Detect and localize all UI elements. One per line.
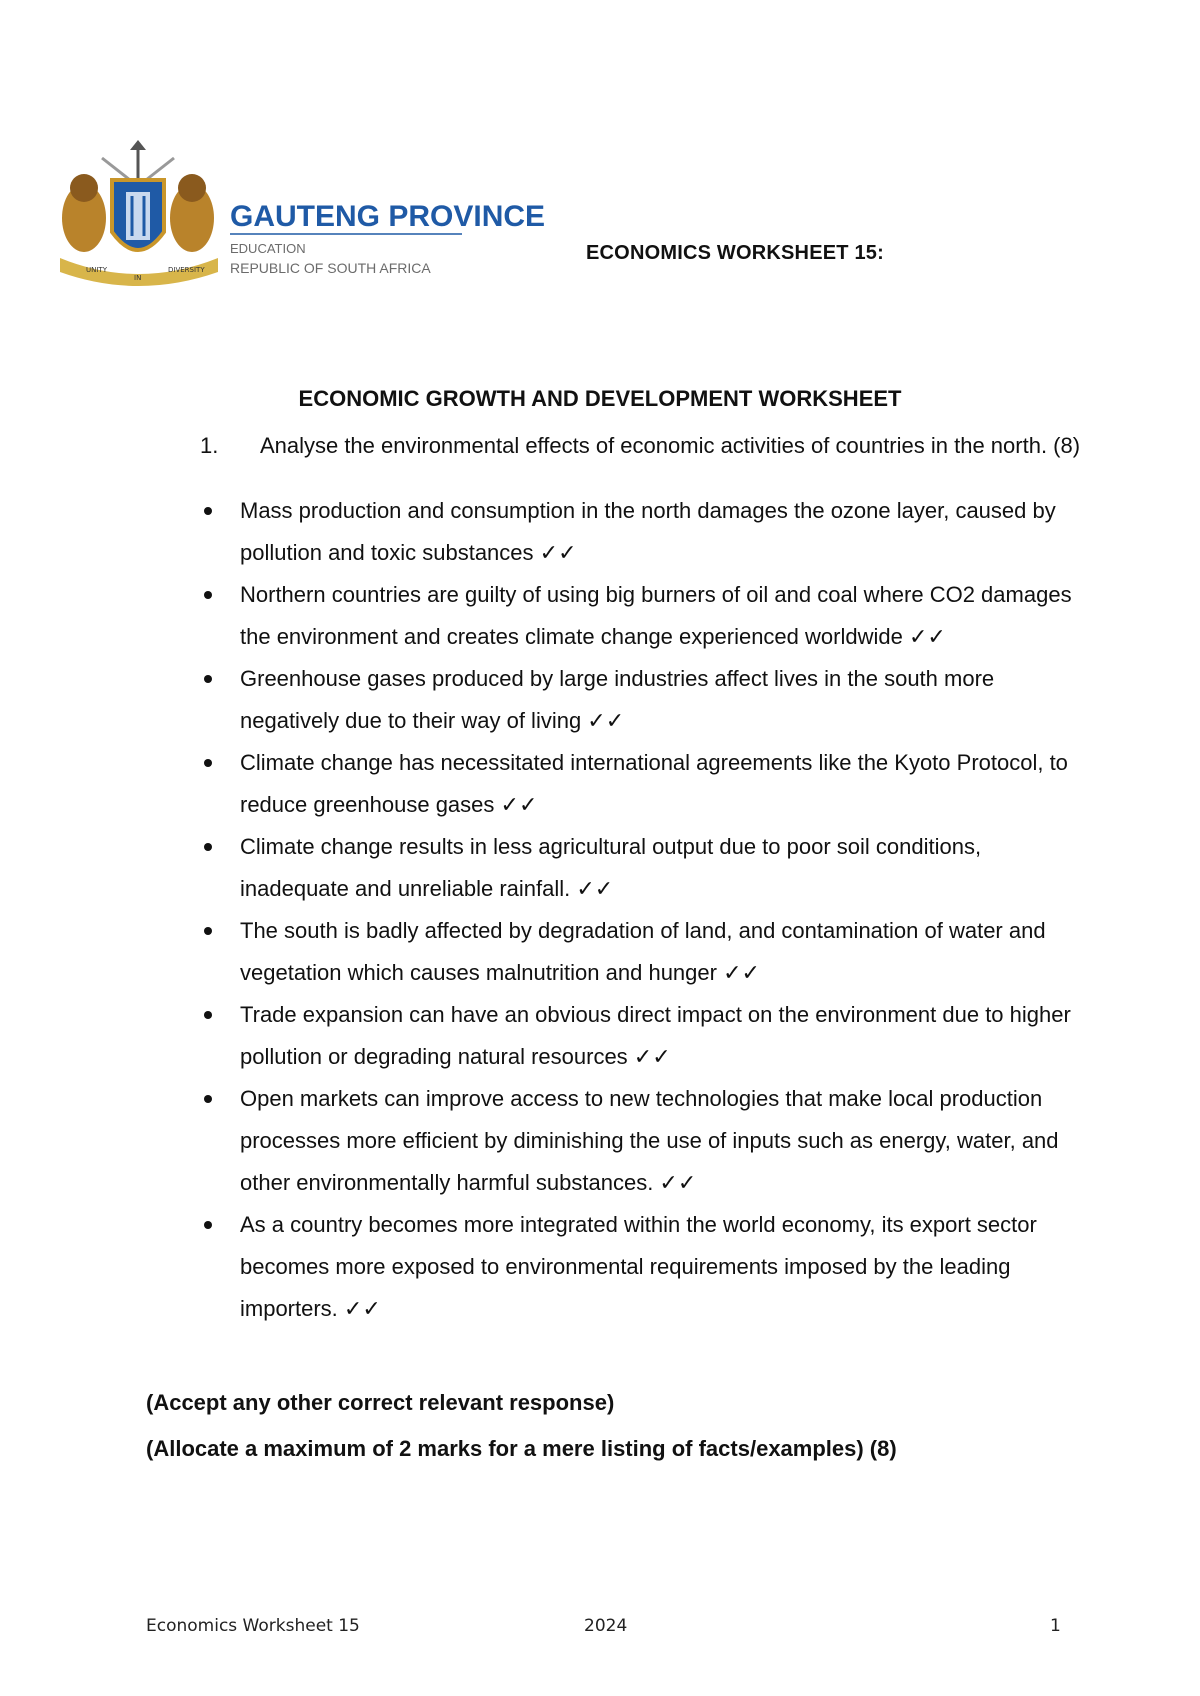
question-number: 1.: [200, 433, 219, 458]
bullet-icon: [204, 675, 212, 683]
footer-doc-name: Economics Worksheet 15: [146, 1616, 360, 1636]
answer-item: Climate change has necessitated international agreements like the Kyoto Protocol, to reduce greenhouse gases ✓✓: [200, 742, 1080, 826]
answer-item: Greenhouse gases produced by large industries affect lives in the south more negatively due to their way of living ✓✓: [200, 658, 1080, 742]
bullet-icon: [204, 843, 212, 851]
bullet-icon: [204, 591, 212, 599]
answer-item: Climate change results in less agricultural output due to poor soil conditions, inadequate and unreliable rainfall. ✓✓: [200, 826, 1080, 910]
question-1: [200, 432, 1100, 460]
motto-mid: IN: [134, 274, 142, 282]
bullet-icon: [204, 1095, 212, 1103]
answer-item: Trade expansion can have an obvious direct impact on the environment due to higher pollution or degrading natural resources ✓✓: [200, 994, 1080, 1078]
footer-year: 2024: [584, 1616, 628, 1636]
bullet-icon: [204, 1011, 212, 1019]
footer-page-number: 1: [1050, 1616, 1061, 1636]
logo-dept: EDUCATION: [230, 241, 306, 256]
answer-item: The south is badly affected by degradation of land, and contamination of water and vegetation which causes malnutrition and hunger ✓✓: [200, 910, 1080, 994]
worksheet-title: ECONOMICS WORKSHEET 15:: [586, 242, 884, 264]
answer-item: Open markets can improve access to new technologies that make local production processes more efficient by diminishing the use of inputs such as energy, water, and other environmentally harmful substances. ✓✓: [200, 1078, 1080, 1204]
allocate-note: (Allocate a maximum of 2 marks for a mere listing of facts/examples) (8): [146, 1436, 897, 1461]
answer-item: Northern countries are guilty of using big burners of oil and coal where CO2 damages the environment and creates climate change experienced worldwide ✓✓: [200, 574, 1080, 658]
answer-item: Mass production and consumption in the north damages the ozone layer, caused by pollution and toxic substances ✓✓: [200, 490, 1080, 574]
bullet-icon: [204, 507, 212, 515]
marking-notes: [146, 1390, 897, 1482]
motto-right: DIVERSITY: [168, 266, 205, 274]
accept-note: (Accept any other correct relevant response): [146, 1390, 615, 1415]
bullet-icon: [204, 927, 212, 935]
main-heading: ECONOMIC GROWTH AND DEVELOPMENT WORKSHEET: [298, 386, 902, 411]
answer-item: As a country becomes more integrated within the world economy, its export sector becomes more exposed to environmental requirements imposed by the leading importers. ✓✓: [200, 1204, 1080, 1330]
answer-list: [200, 490, 1080, 1330]
logo-country: REPUBLIC OF SOUTH AFRICA: [230, 260, 431, 276]
coat-of-arms-logo: [50, 140, 546, 310]
gauteng-logo: [50, 140, 546, 310]
motto-left: UNITY: [86, 266, 107, 274]
bullet-icon: [204, 1221, 212, 1229]
logo-province-name: GAUTENG PROVINCE: [230, 200, 546, 233]
bullet-icon: [204, 759, 212, 767]
question-text: Analyse the environmental effects of economic activities of countries in the north. (8): [259, 433, 1081, 458]
